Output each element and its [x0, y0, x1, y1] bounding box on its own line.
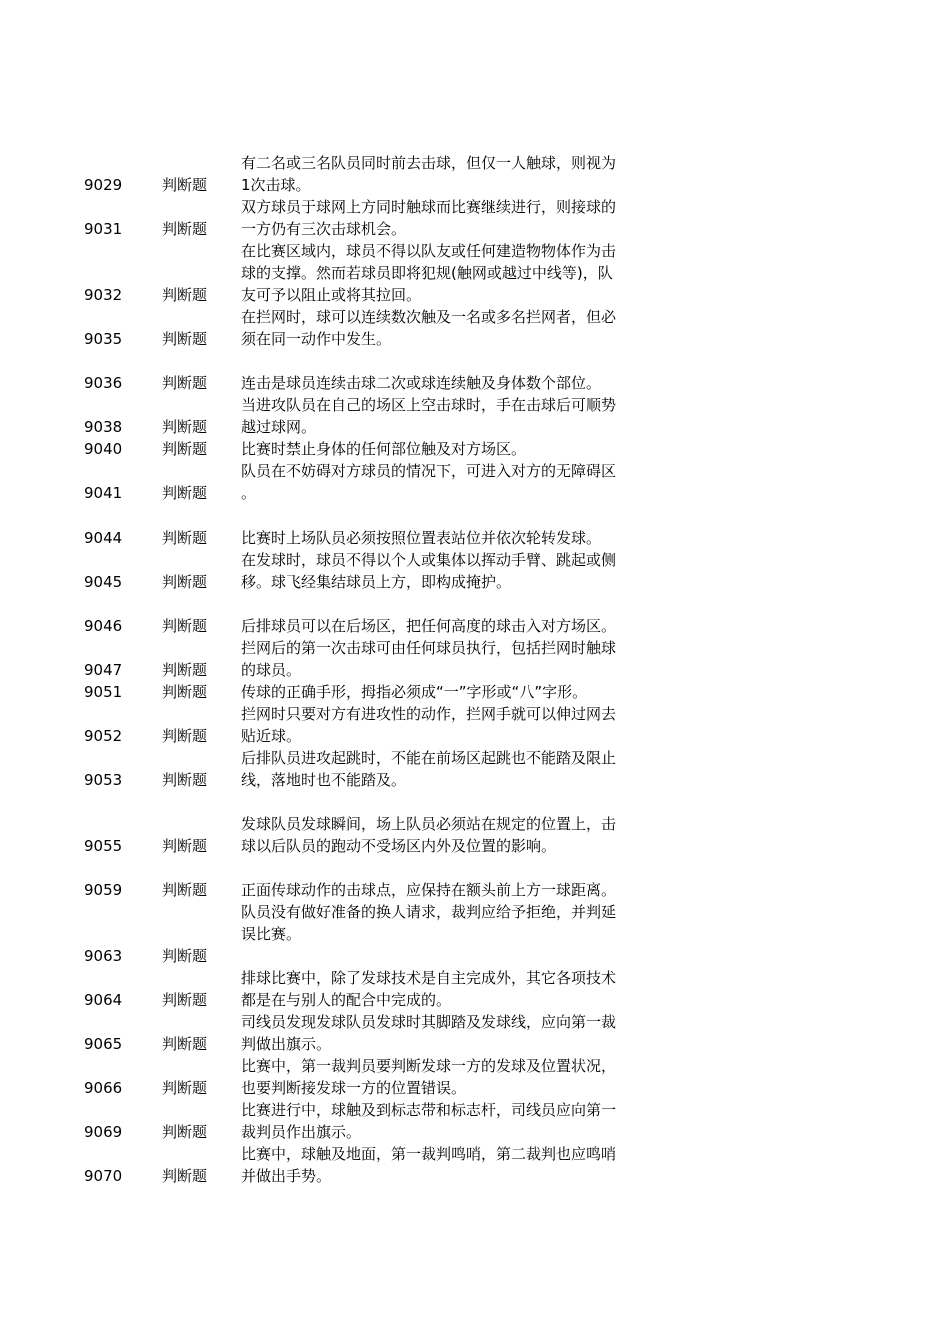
question-id: 9066	[84, 1079, 123, 1097]
question-id: 9051	[84, 683, 123, 701]
question-type: 判断题	[162, 573, 208, 591]
question-type: 判断题	[162, 1123, 208, 1141]
question-type: 判断题	[162, 1167, 208, 1185]
question-type: 判断题	[162, 1079, 208, 1097]
question-type: 判断题	[162, 440, 208, 458]
question-type: 判断题	[162, 529, 208, 547]
question-type: 判断题	[162, 727, 208, 745]
question-text: 队员没有做好准备的换人请求，裁判应给予拒绝，并判延 误比赛。	[241, 903, 617, 943]
question-text: 在拦网时，球可以连续数次触及一名或多名拦网者，但必 须在同一动作中发生。	[241, 308, 617, 348]
question-type: 判断题	[162, 991, 208, 1009]
question-text: 司线员发现发球队员发球时其脚踏及发球线，应向第一裁 判做出旗示。	[241, 1013, 617, 1053]
question-type: 判断题	[162, 617, 208, 635]
question-id: 9032	[84, 286, 123, 304]
question-type: 判断题	[162, 1035, 208, 1053]
question-text: 后排队员进攻起跳时，不能在前场区起跳也不能踏及限止 线，落地时也不能踏及。	[241, 749, 617, 789]
question-type: 判断题	[162, 484, 208, 502]
question-text: 比赛进行中，球触及到标志带和标志杆，司线员应向第一 裁判员作出旗示。	[241, 1101, 617, 1141]
question-id: 9040	[84, 440, 123, 458]
question-type: 判断题	[162, 771, 208, 789]
question-id: 9063	[84, 947, 123, 965]
question-type: 判断题	[162, 418, 208, 436]
question-type: 判断题	[162, 837, 208, 855]
question-id: 9047	[84, 661, 123, 679]
question-id: 9069	[84, 1123, 123, 1141]
question-id: 9044	[84, 529, 123, 547]
question-id: 9041	[84, 484, 123, 502]
question-type: 判断题	[162, 176, 208, 194]
question-text: 比赛时禁止身体的任何部位触及对方场区。	[241, 440, 527, 458]
question-text: 比赛时上场队员必须按照位置表站位并依次轮转发球。	[241, 529, 602, 547]
question-type: 判断题	[162, 683, 208, 701]
question-id: 9035	[84, 330, 123, 348]
question-type: 判断题	[162, 947, 208, 965]
question-id: 9046	[84, 617, 123, 635]
question-type: 判断题	[162, 881, 208, 899]
question-text: 比赛中，第一裁判员要判断发球一方的发球及位置状况， 也要判断接发球一方的位置错误。	[241, 1057, 617, 1097]
question-id: 9055	[84, 837, 123, 855]
question-text: 发球队员发球瞬间，场上队员必须站在规定的位置上，击 球以后队员的跑动不受场区内外及位置的影响。	[241, 815, 617, 855]
question-id: 9031	[84, 220, 123, 238]
question-type: 判断题	[162, 374, 208, 392]
question-id: 9029	[84, 176, 123, 194]
question-type: 判断题	[162, 220, 208, 238]
question-id: 9038	[84, 418, 123, 436]
question-id: 9064	[84, 991, 123, 1009]
question-text: 拦网后的第一次击球可由任何球员执行，包括拦网时触球 的球员。	[241, 639, 617, 679]
question-type: 判断题	[162, 661, 208, 679]
question-text: 连击是球员连续击球二次或球连续触及身体数个部位。	[241, 374, 602, 392]
question-text: 队员在不妨碍对方球员的情况下，可进入对方的无障碍区 。	[241, 462, 617, 502]
question-text: 在发球时，球员不得以个人或集体以挥动手臂、跳起或侧 移。球飞经集结球员上方，即构成掩护。	[241, 551, 617, 591]
question-text: 传球的正确手形，拇指必须成“一”字形或“八”字形。	[241, 683, 588, 701]
question-type: 判断题	[162, 286, 208, 304]
question-id: 9045	[84, 573, 123, 591]
question-text: 正面传球动作的击球点，应保持在额头前上方一球距离。	[241, 881, 617, 899]
question-text: 有二名或三名队员同时前去击球，但仅一人触球，则视为 1次击球。	[241, 154, 617, 194]
question-text: 当进攻队员在自己的场区上空击球时，手在击球后可顺势 越过球网。	[241, 396, 617, 436]
question-id: 9036	[84, 374, 123, 392]
question-text: 比赛中，球触及地面，第一裁判鸣哨，第二裁判也应鸣哨 并做出手势。	[241, 1145, 617, 1185]
question-text: 在比赛区域内，球员不得以队友或任何建造物物体作为击 球的支撑。然而若球员即将犯规(触网或越过中线等)，队 友可予以阻止或将其拉回。	[241, 242, 617, 304]
question-id: 9070	[84, 1167, 123, 1185]
question-id: 9065	[84, 1035, 123, 1053]
question-id: 9052	[84, 727, 123, 745]
question-id: 9059	[84, 881, 123, 899]
question-text: 双方球员于球网上方同时触球而比赛继续进行，则接球的 一方仍有三次击球机会。	[241, 198, 617, 238]
question-text: 拦网时只要对方有进攻性的动作，拦网手就可以伸过网去 贴近球。	[241, 705, 617, 745]
question-id: 9053	[84, 771, 123, 789]
question-text: 后排球员可以在后场区，把任何高度的球击入对方场区。	[241, 617, 617, 635]
question-text: 排球比赛中，除了发球技术是自主完成外，其它各项技术 都是在与别人的配合中完成的。	[241, 969, 617, 1009]
question-type: 判断题	[162, 330, 208, 348]
